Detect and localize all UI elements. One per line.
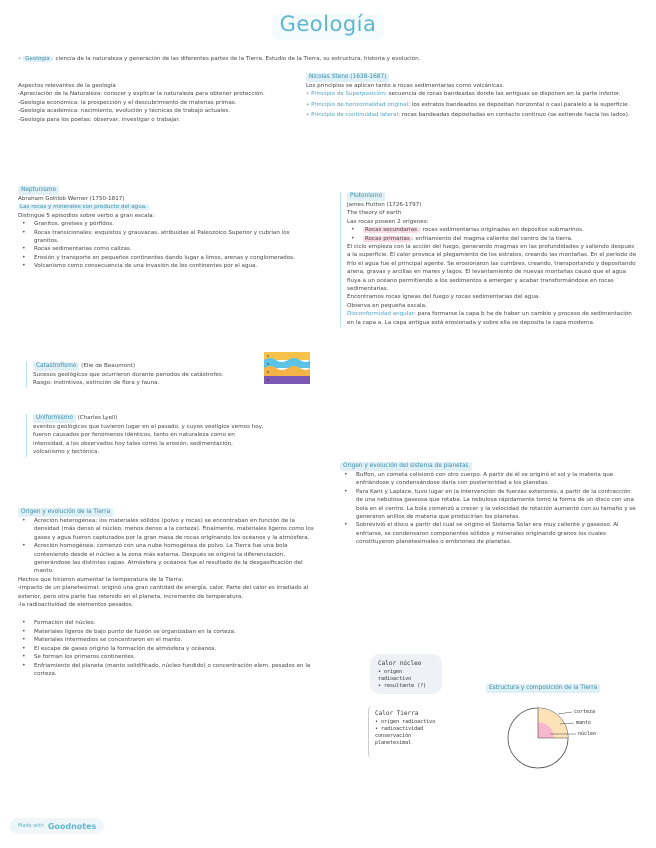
note-calor-tierra xyxy=(368,706,450,758)
origen-tierra-block xyxy=(18,508,314,678)
steno-principle: • Principio de continuidad lateral: rocas bandeadas depositadas en contacto continuo (se extiende hacia los lados). xyxy=(306,112,630,119)
uniformismo-author: (Charles Lyell) xyxy=(75,415,118,421)
neptunismo-author: Abraham Gottlob Werner (1750-1817) xyxy=(18,196,125,202)
plutonismo-origin: • Rocas secundarias : rocas sedimentarias originadas en depósitos submarinos. xyxy=(347,226,638,234)
neptunismo-title: Neptunismo xyxy=(18,186,59,195)
step-item: • El escape de gases originó la formación de atmósfera y océanos. xyxy=(18,645,314,653)
note-item: • origen radioactivo xyxy=(375,719,436,725)
strata-dot xyxy=(267,371,269,373)
neptunismo-episodes-intro: Distingue 5 episodios sobre verbo a gran escala: xyxy=(18,212,155,219)
step-item: • Se forman los primeros continentes. xyxy=(18,653,314,661)
steno-intro: Los principios se aplican tanto a rocas sedimentarias como volcánicas. xyxy=(306,83,505,89)
hechos-heading: Hechos que hicieron aumentar la temperatura de la Tierra: xyxy=(18,576,184,583)
estructura-block xyxy=(486,684,600,693)
step-item: • Enfriamiento del planeta (manto solidificado, núcleo fundido) o concentración elem. pesados en la corteza. xyxy=(18,662,314,679)
aspectos-line: -Geología económica: la prospección y el descubrimiento de materias primas. xyxy=(18,99,237,106)
strata-dot xyxy=(267,355,269,357)
plutonismo-extra: Encontramos rocas ígneas del fuego y rocas sedimentarias del agua. xyxy=(347,294,541,301)
strata-dot xyxy=(267,379,269,381)
note-calor-tierra-title: Calor Tierra xyxy=(375,710,419,717)
strata-dot xyxy=(267,363,269,365)
step-item: • Materiales ligeros de bajo punto de fusión se organizaban en la corteza. xyxy=(18,628,314,636)
note-item: conservación planetesimal xyxy=(375,733,412,746)
note-item: • radioactividad xyxy=(375,726,424,732)
origen-tierra-item: • Acreción homogénea: comenzó con una nube homogénea de polvo. La Tierra fue una bola conteniendo desde el núcleo a la zona más externa. Después se originó la diferenciación, generándose las distintas capas. Atmósfera y océanos fue el resultado de la desgasificación del manto. xyxy=(18,542,314,576)
aspectos-line: -Geología para los poetas: observar, investigar o trabajar. xyxy=(18,116,180,123)
step-item: • Materiales intermedios se concentraron en el manto. xyxy=(18,636,314,644)
neptunismo-item: • Volcanismo como consecuencia de una invasión de los continentes por el agua. xyxy=(18,262,310,270)
catastrofismo-line: Sucesos geológicos que ocurrieron durante periodos de catástrofes. xyxy=(33,372,224,378)
intro: • Geología : ciencia de la naturaleza y generación de las diferentes partes de la Tierra. Estudio de la Tierra, su estructura, historia y evolución. xyxy=(18,56,421,62)
strata-layer-bottom xyxy=(264,376,310,384)
step-item: • Formación del núcleo. xyxy=(18,619,314,627)
neptunismo-item: • Rocas sedimentarias como calizas. xyxy=(18,245,310,253)
made-with-label: Made with xyxy=(18,823,44,829)
neptunismo-item: • Granitos, gneises y pórfidos. xyxy=(18,220,310,228)
neptunismo-item: • Rocas transicionales: esquistos y grauvacas, atribuidas al Paleozoico Superior y cubrían los granitos. xyxy=(18,229,310,246)
origen-tierra-item: • Acreción heterogénea: los materiales sólidos (polvo y rocas) se encontraban en función de la densidad (más denso al núcleo, menos denso a la corteza). Finalmente, materiales ligeros como los gases y agua fueron capturados por la gran masa de rocas originando los océanos y la atmósfera. xyxy=(18,517,314,542)
steno-block xyxy=(306,73,640,120)
intro-term: Geología xyxy=(25,56,50,62)
label-corteza: corteza xyxy=(574,709,596,715)
label-line-corteza xyxy=(558,712,572,714)
aspectos-heading: Aspectos relevantes de la geología xyxy=(18,83,116,89)
brand-label: Goodnotes xyxy=(47,821,97,831)
catastrofismo-author: (Elie de Beaumont) xyxy=(79,363,136,369)
steno-principle: • Principio de Superposición: secuencia de rocas bandeadas donde las antiguas se disponen en la parte inferior. xyxy=(306,91,621,98)
earth-structure-diagram xyxy=(500,700,620,772)
plutonismo-cycle: El ciclo empieza con la acción del fuego, generando magmas en las profundidades y saliendo después a la superficie. El calor provoca el plegamiento de los estratos, creando las montañas. En el periodo de frío el agua fue el principal agente. Se erosionaron las cumbres, creando, transportando y depositando arena, gravas y arcillas en mares y lagos. El levantamiento de nuevas montañas causó que el agua fluya a un océano permitiendo a los sedimentos a emerger y acabar transformándose en rocas sedimentarias. xyxy=(347,244,637,293)
note-item: • origen radioactivo xyxy=(378,669,412,682)
label-manto: manto xyxy=(576,720,592,726)
uniformismo-text: eventos geológicos que tuvieron lugar en el pasado, y cuyos vestigios vemos hoy, fueron causados por fenómenos idénticos, tanto en naturaleza como en intensidad, a los observados hoy tales como la erosión, sedimentación, volcanismo y tectónica. xyxy=(33,424,264,456)
aspectos-line: -Geología académica: nacimiento, evolución y técnicas de trabajo actuales. xyxy=(18,108,231,115)
steno-title: Nicolas Steno (1638-1687) xyxy=(306,73,389,82)
catastrofismo-line: Rasgo: instintivos, extinción de flora y fauna. xyxy=(33,380,160,387)
catastrofismo-block xyxy=(26,362,256,388)
neptunismo-block xyxy=(18,186,310,271)
planetas-item: • Para Kant y Laplace, tuvo lugar en la intervención de fuerzas exteriores, a partir de la contracción de una nebulosa gaseosa que rotaba. La nebulosa rápidamente tomó la forma de un disco con una bola en el centro. La bola comenzó a crecer y la velocidad de rotación aumentó con su tamaño y se generaron anillos de materia que producirían los planetas. xyxy=(340,488,638,522)
planetas-item: • Buffon, un cometa colisionó con otro cuerpo. A partir de él se originó el sol y la materia que enfriándose y condensándose daría con posterioridad a los planetas. xyxy=(340,471,638,488)
intro-text: : ciencia de la naturaleza y generación de las diferentes partes de la Tierra. Estudio de la Tierra, su estructura, historia y evolución. xyxy=(51,56,421,62)
plutonismo-title: Plutonismo xyxy=(347,192,385,201)
label-nucleo: núcleo xyxy=(578,731,597,737)
uniformismo-title: Uniformismo xyxy=(33,414,76,423)
steno-principle: • Principio de horizontalidad original: los estratos bandeados se depositan horizontal o casi paralelo a la superficie. xyxy=(306,101,630,108)
disconformidad: Disconformidad angular: para formarse la capa b ha de haber un cambio y proceso de sedimentación en la capa a. La capa antigua está erosionada y sobre ella se deposita la capa moderna. xyxy=(347,311,632,326)
plutonismo-line: The theory of earth xyxy=(347,210,402,217)
note-calor-nucleo-title: Calor núcleo xyxy=(378,660,422,667)
plutonismo-line: Las rocas poseen 2 orígenes: xyxy=(347,218,429,225)
hechos-line: -la radioactividad de elementos pesados. xyxy=(18,602,134,609)
plutonismo-block xyxy=(340,192,638,327)
note-item: • resultante (?) xyxy=(378,683,427,689)
strata-illustration xyxy=(262,350,312,386)
made-with-badge[interactable] xyxy=(10,818,104,834)
neptunismo-item: • Erosión y transporte en pequeños continentes dando lugar a limos, arenas y conglomerados. xyxy=(18,254,310,262)
aspectos-block xyxy=(18,82,298,124)
note-calor-nucleo xyxy=(370,654,442,694)
uniformismo-block xyxy=(26,414,266,457)
plutonismo-origin: • Rocas primarias : enfriamiento del magma caliente del centro de la tierra. xyxy=(347,235,638,243)
origen-tierra-title: Origen y evolución de la Tierra xyxy=(18,508,113,517)
plutonismo-extra: Observa en pequeña escala. xyxy=(347,302,427,309)
origen-planetas-block xyxy=(340,462,638,547)
origen-planetas-title: Origen y evolución del sistema de planetas xyxy=(340,462,472,471)
estructura-title: Estructura y composición de la Tierra xyxy=(486,684,600,693)
planetas-item: • Sobrevivió el disco a partir del cual se originó el Sistema Solar era muy caliente y gaseoso. Al enfriarse, se condensaron componentes sólidos y minerales originando granos los cuales constituyeron planetesimales o embriones de planetas. xyxy=(340,521,638,546)
catastrofismo-title: Catastrofismo xyxy=(33,362,79,371)
plutonismo-line: James Hutton (1726-1797) xyxy=(347,202,422,208)
aspectos-line: -Apreciación de la Naturaleza: conocer y explicar la naturaleza para obtener protección. xyxy=(18,91,265,98)
hechos-line: -impacto de un planetesimal: originó una gran cantidad de energía, calor. Parte del calor es irradiado al exterior, pero otra parte fue retenido en el planeta, incremento de temperatura. xyxy=(18,585,309,600)
neptunismo-claim: Las rocas y minerales son producto del agua. xyxy=(20,204,147,211)
page-title: Geología xyxy=(279,12,377,36)
